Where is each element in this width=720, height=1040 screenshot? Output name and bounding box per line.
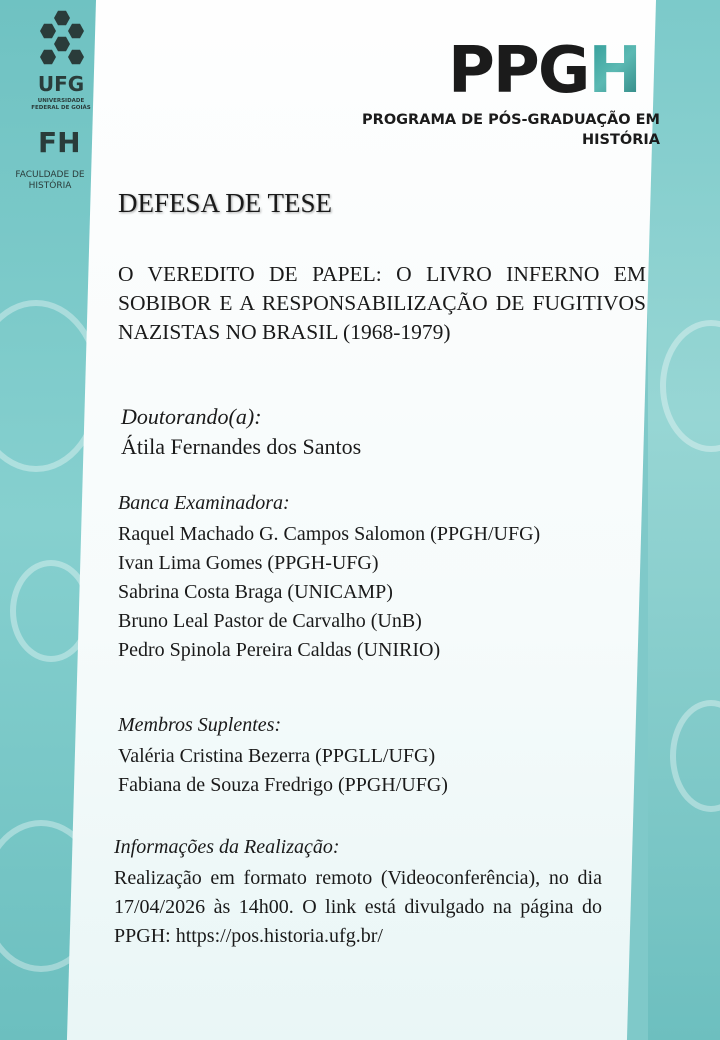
ppgh-h-letter: H	[588, 34, 640, 108]
ufg-subtitle: UNIVERSIDADE FEDERAL DE GOIÁS	[31, 98, 91, 111]
banca-member: Pedro Spinola Pereira Caldas (UNIRIO)	[118, 639, 441, 661]
suplente-member: Fabiana de Souza Fredrigo (PPGH/UFG)	[118, 774, 448, 796]
fh-subtitle: FACULDADE DE HISTÓRIA	[15, 170, 85, 191]
ppgh-logo	[448, 36, 640, 106]
banca-member: Sabrina Costa Braga (UNICAMP)	[118, 581, 393, 603]
fh-logo: FH	[38, 126, 81, 159]
banca-member: Raquel Machado G. Campos Salomon (PPGH/UFG)	[118, 523, 541, 545]
info-label: Informações da Realização:	[114, 836, 340, 858]
doctoral-name: Átila Fernandes dos Santos	[121, 434, 362, 459]
info-text: Realização em formato remoto (Videoconferência), no dia 17/04/2026 às 14h00. O link está divulgado na página do PPGH: https://pos.historia.ufg.br/	[114, 867, 602, 947]
banca-member: Ivan Lima Gomes (PPGH-UFG)	[118, 552, 379, 574]
banca-member: Bruno Leal Pastor de Carvalho (UnB)	[118, 610, 422, 632]
ufg-hexagon-icon	[32, 10, 92, 70]
banca-label: Banca Examinadora:	[118, 492, 290, 514]
banca-list	[118, 520, 540, 665]
suplentes-label: Membros Suplentes:	[118, 714, 282, 736]
suplentes-list	[118, 742, 448, 800]
page-title: DEFESA DE TESE	[118, 188, 333, 218]
suplente-member: Valéria Cristina Bezerra (PPGLL/UFG)	[118, 745, 436, 767]
ppgh-letters: PPG	[448, 34, 589, 108]
thesis-title: O VEREDITO DE PAPEL: O LIVRO INFERNO EM SOBIBOR E A RESPONSABILIZAÇÃO DE FUGITIVOS NAZISTAS NO BRASIL (1968-1979)	[118, 262, 646, 344]
ufg-name: UFG	[37, 72, 85, 96]
ppgh-subtitle: PROGRAMA DE PÓS-GRADUAÇÃO EM HISTÓRIA	[362, 112, 660, 148]
doctoral-label: Doutorando(a):	[121, 404, 262, 429]
